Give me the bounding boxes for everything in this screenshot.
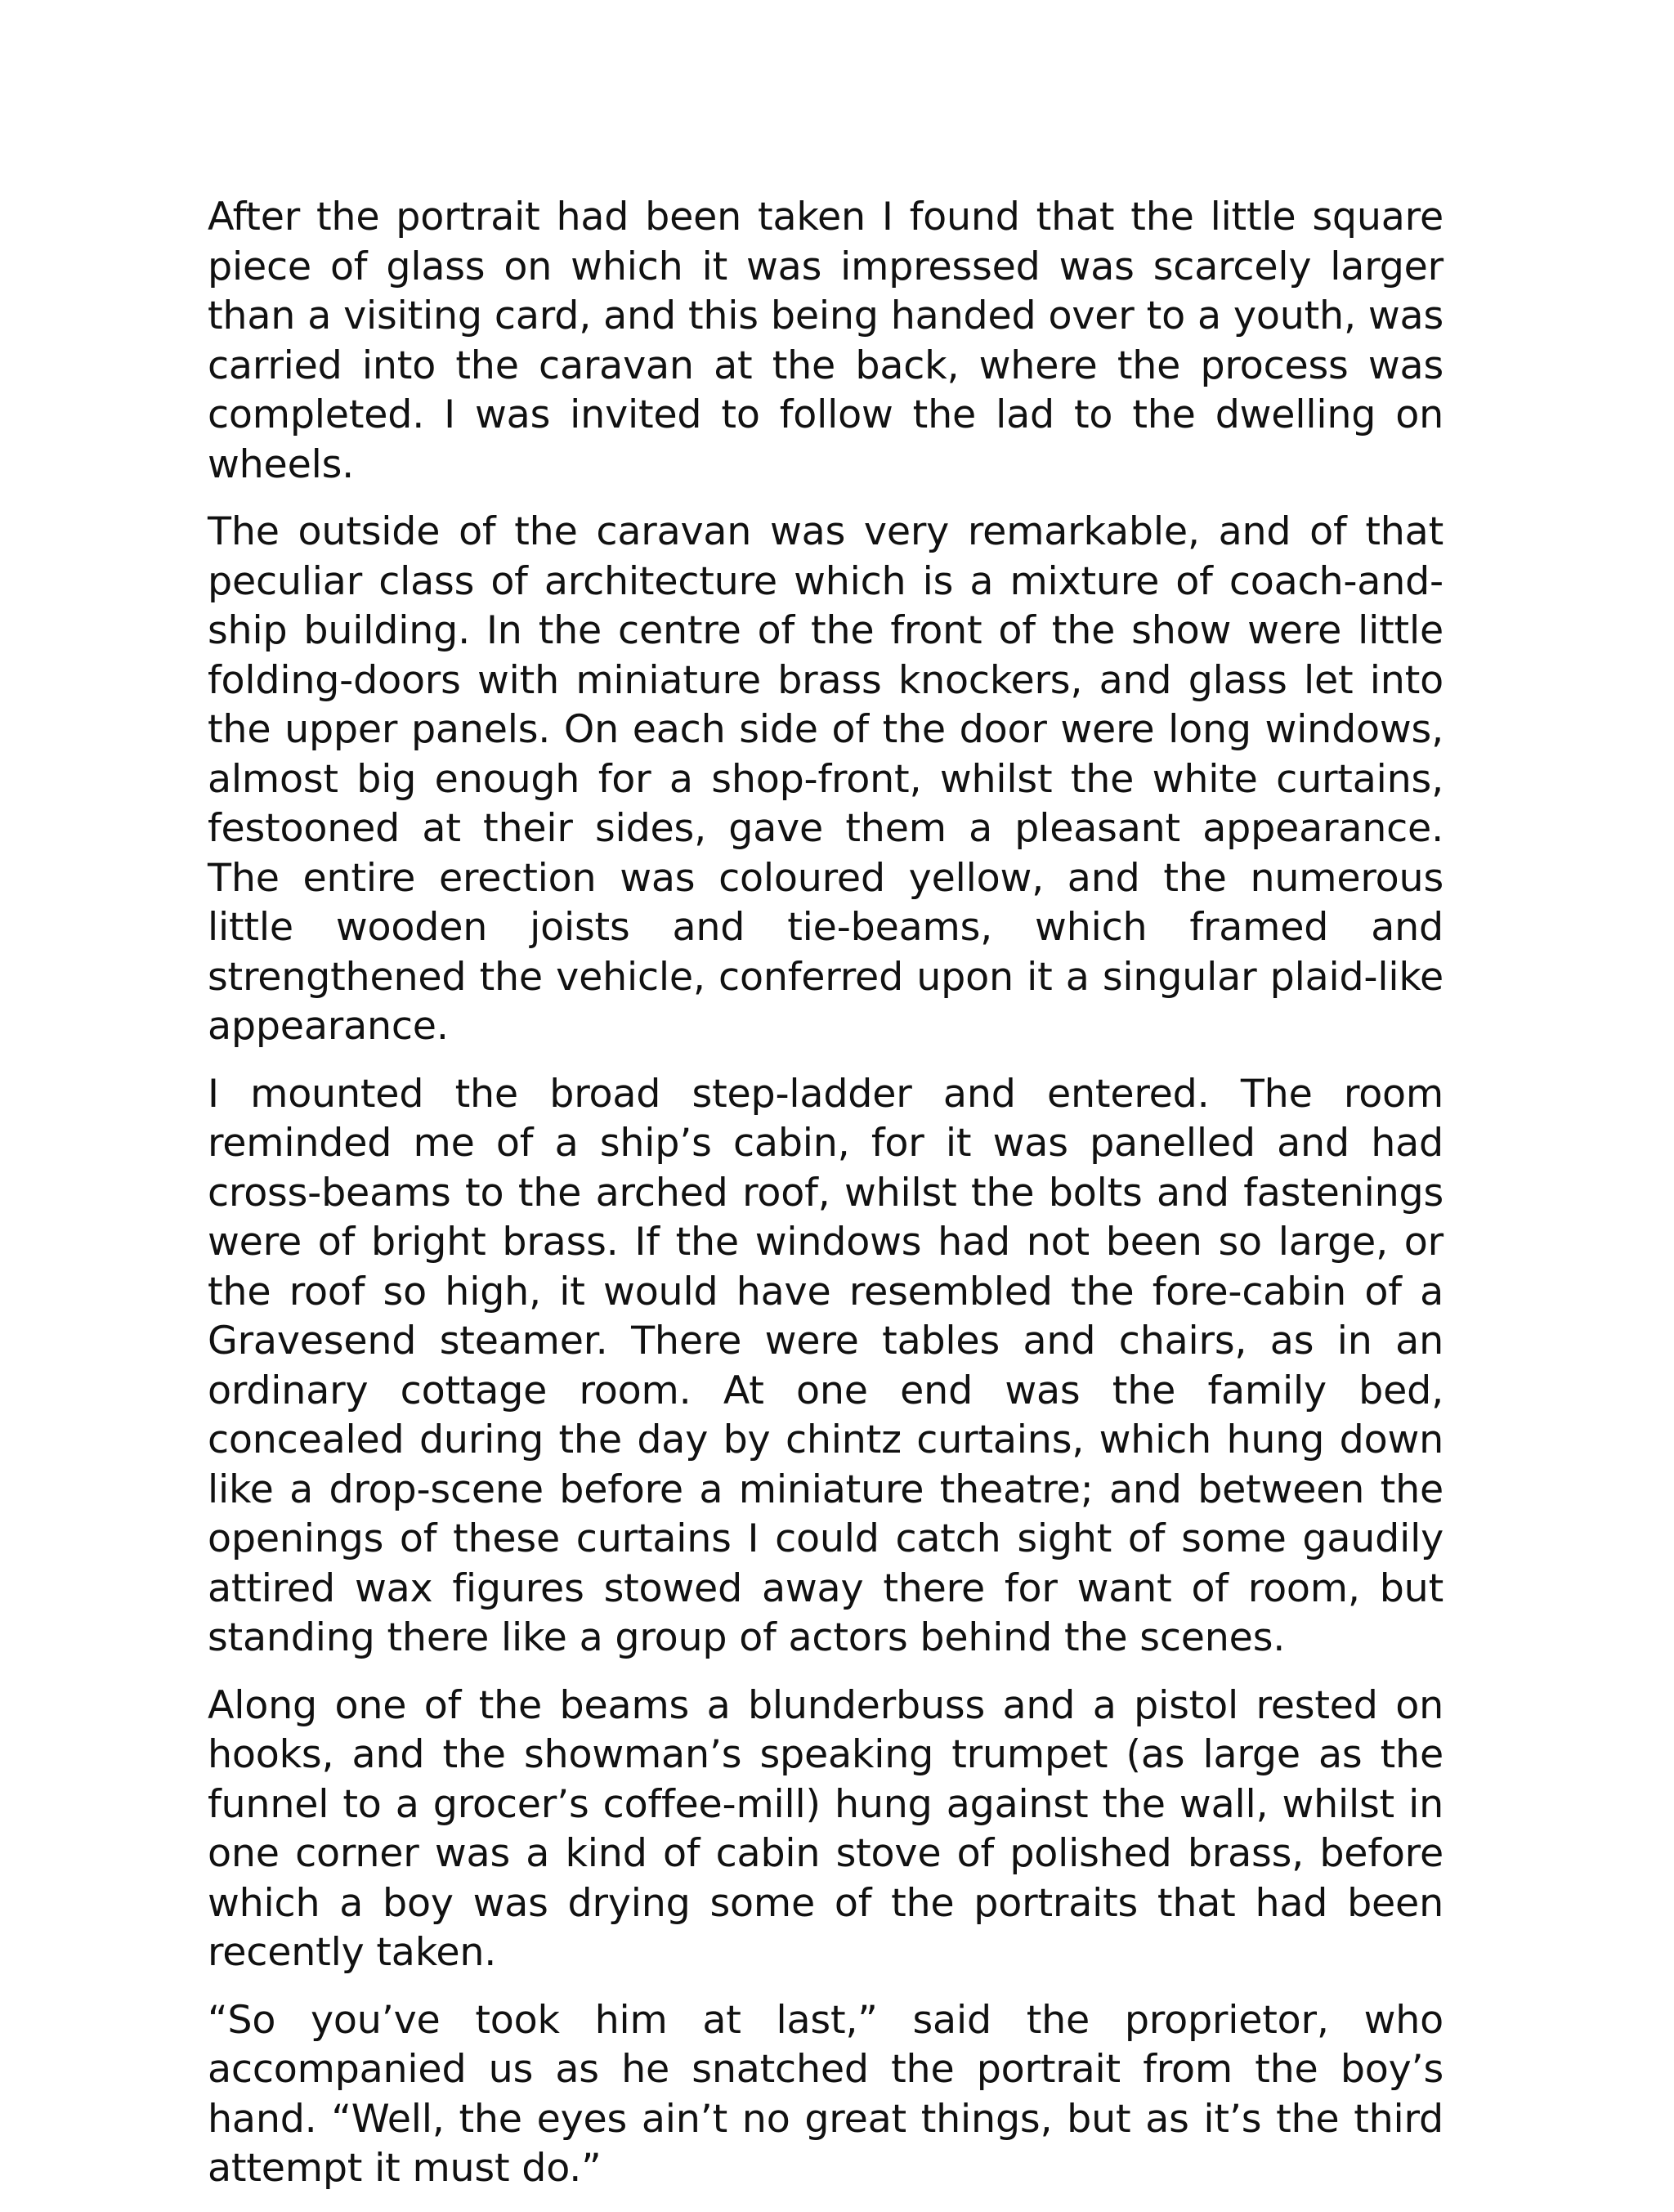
paragraph-5: “So you’ve took him at last,” said the proprietor, who accompanied us as he snatched the portrait from the boy’s hand. “Well, the eyes ain’t no great things, but as it’s the third attempt it must do.”: [208, 1997, 1443, 2191]
paragraph-3: I mounted the broad step-ladder and entered. The room reminded me of a ship’s cabin, for it was panelled and had cross-beams to the arched roof, whilst the bolts and fastenings were of bright brass. If the windows had not been so large, or the roof so high, it would have resembled the fore-cabin of a Gravesend steamer. There were tables and chairs, as in an ordinary cottage room. At one end was the family bed, concealed during the day by chintz curtains, which hung down like a drop-scene before a miniature theatre; and between the openings of these curtains I could catch sight of some gaudily attired wax figures stowed away there for want of room, but standing there like a group of actors behind the scenes.: [208, 1071, 1443, 1660]
paragraph-2: The outside of the caravan was very remarkable, and of that peculiar class of architecture which is a mixture of coach-and-ship building. In the centre of the front of the show were little folding-doors with miniature brass knockers, and glass let into the upper panels. On each side of the door were long windows, almost big enough for a shop-front, whilst the white curtains, festooned at their sides, gave them a pleasant appearance. The entire erection was coloured yellow, and the numerous little wooden joists and tie-beams, which framed and strengthened the vehicle, conferred upon it a singular plaid-like appearance.: [208, 509, 1443, 1049]
paragraph-1: After the portrait had been taken I found that the little square piece of glass on which it was impressed was scarcely larger than a visiting card, and this being handed over to a youth, was carried into the caravan at the back, where the process was completed. I was invited to follow the lad to the dwelling on wheels.: [208, 195, 1443, 487]
paragraph-4: Along one of the beams a blunderbuss and a pistol rested on hooks, and the showman’s speaking trumpet (as large as the funnel to a grocer’s coffee-mill) hung against the wall, whilst in one corner was a kind of cabin stove of polished brass, before which a boy was drying some of the portraits that had been recently taken.: [208, 1682, 1443, 1975]
body-text: [208, 193, 1443, 2212]
